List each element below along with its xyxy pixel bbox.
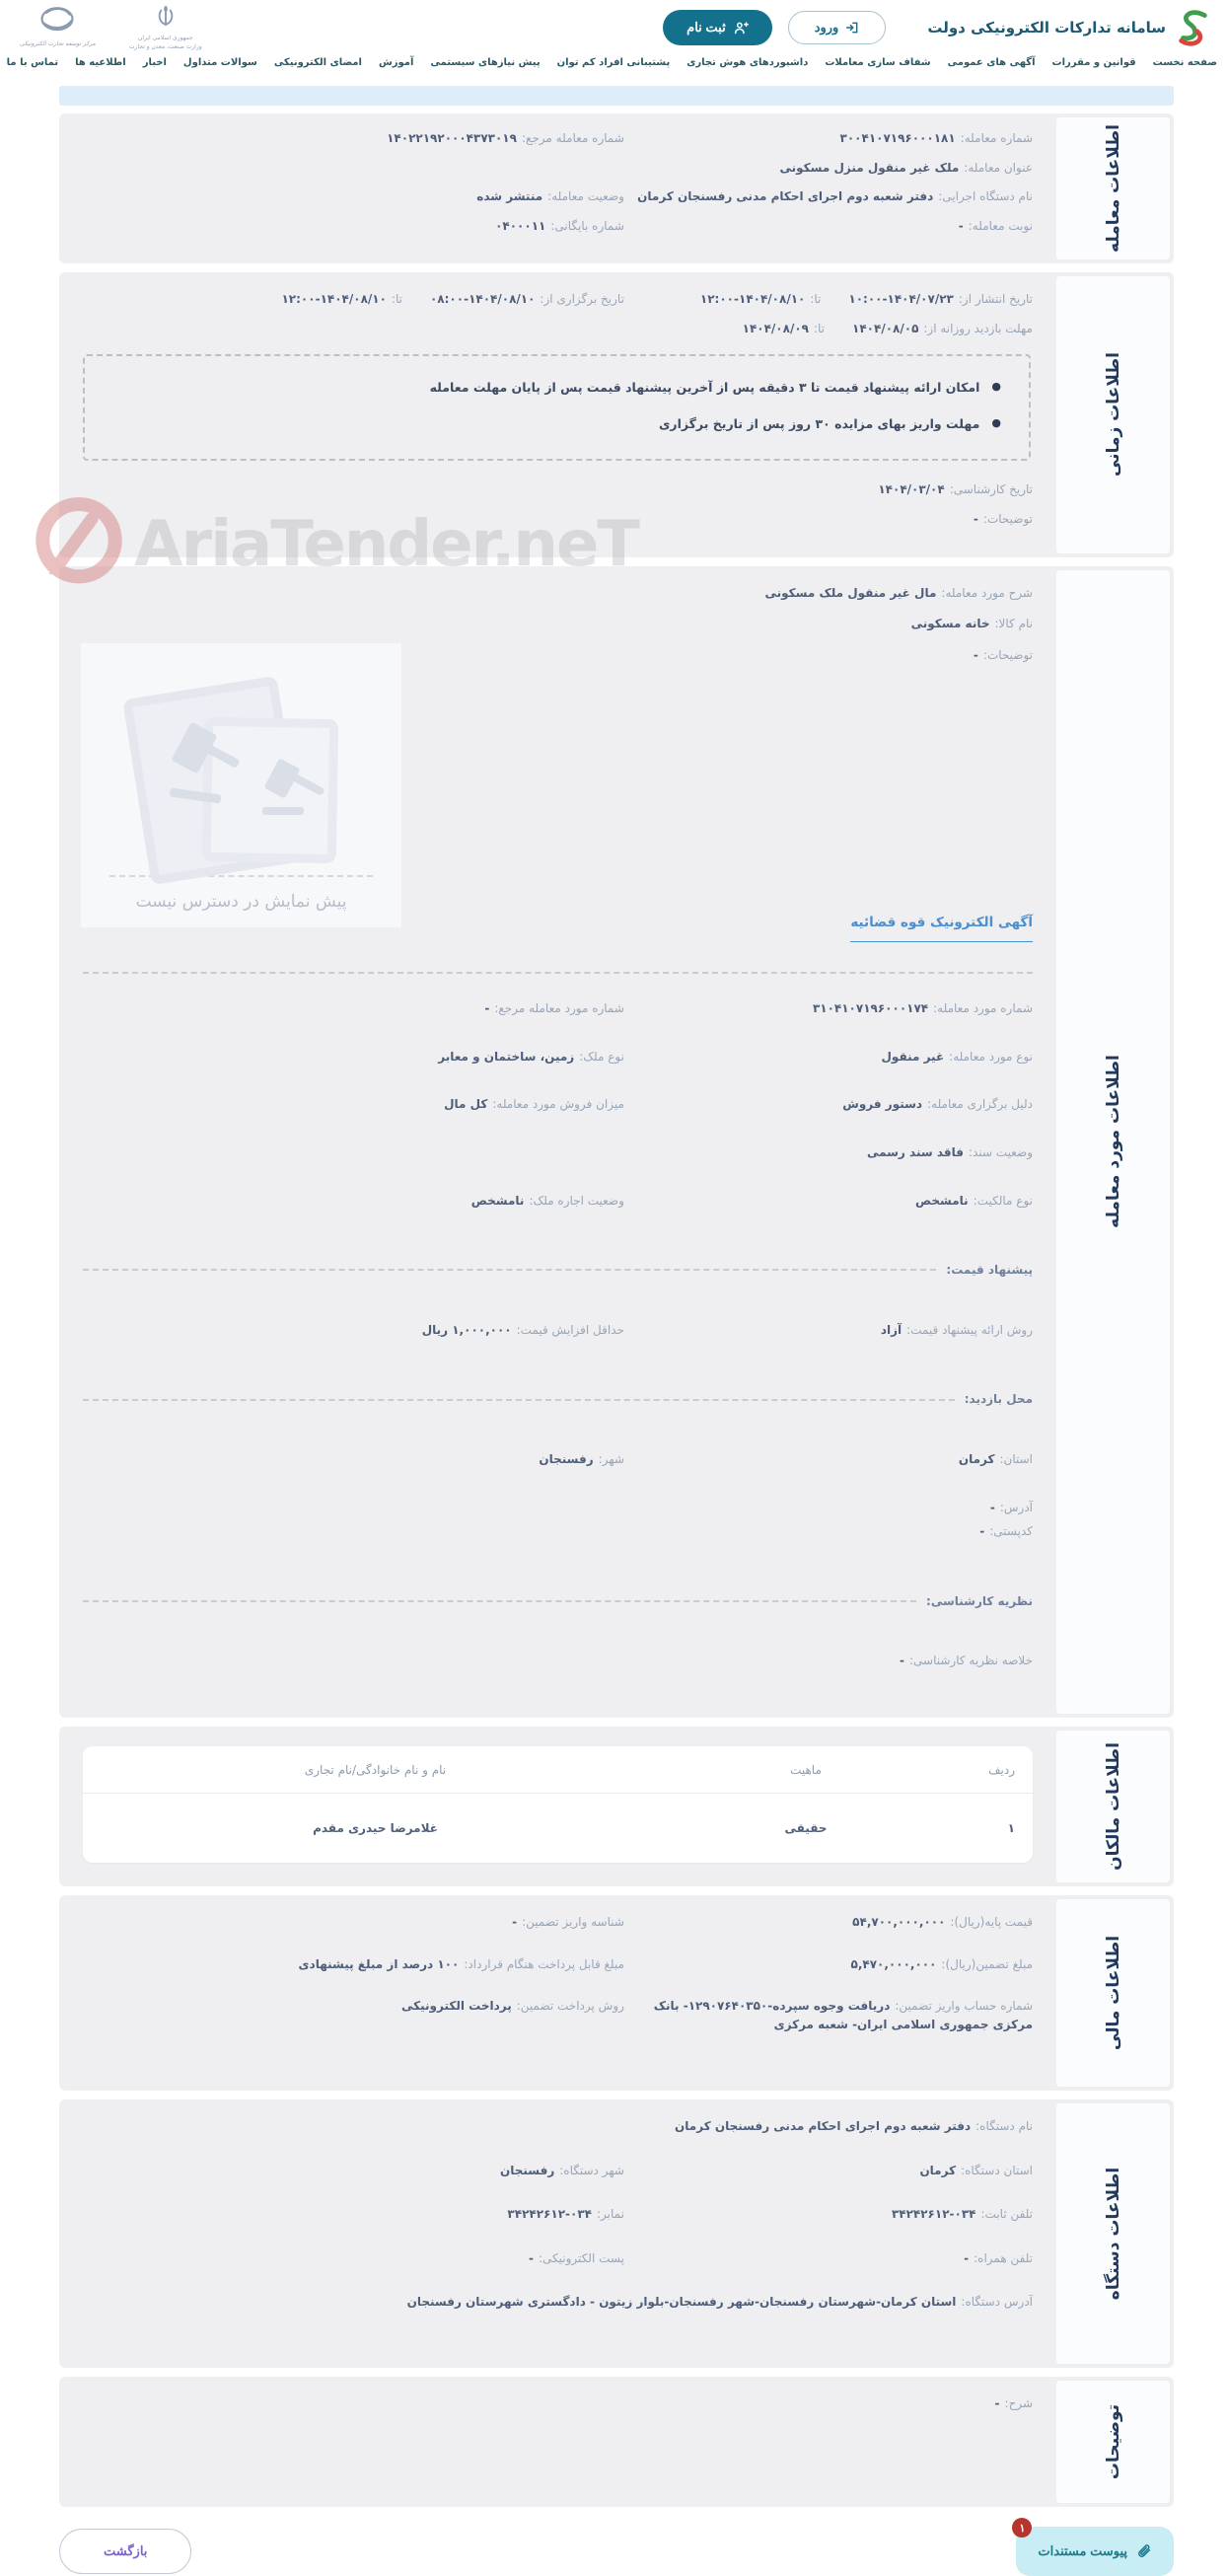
field-row	[83, 1048, 1033, 1067]
field-label: مبلغ قابل پرداخت هنگام قرارداد:	[464, 1956, 624, 1971]
sections-container	[59, 113, 1174, 2507]
field-value: دفتر شعبه دوم اجرای احکام مدنی رفسنجان کرمان	[637, 189, 934, 204]
field-label: نوع مالکیت:	[973, 1193, 1033, 1208]
field-label: استان دستگاه:	[961, 2163, 1033, 2177]
field-label: روش پرداخت تضمین:	[516, 1999, 624, 2014]
main-nav	[0, 55, 1227, 74]
field	[83, 1450, 624, 1469]
nav-items	[7, 57, 1217, 68]
field-row	[83, 1499, 1033, 1517]
dashed-divider	[83, 972, 1033, 974]
field	[83, 2162, 624, 2180]
field	[83, 1321, 624, 1340]
field-label: قیمت پایه(ریال):	[950, 1915, 1033, 1930]
section-label: اطلاعات زمانی	[1103, 352, 1123, 478]
field	[624, 999, 1033, 1018]
field-value: پرداخت الکترونیکی	[401, 1999, 512, 2014]
field-label: تلفن ثابت:	[980, 2207, 1033, 2222]
field-row	[83, 1321, 1033, 1340]
field-value: -	[994, 2396, 1000, 2411]
notice-text: مهلت واریز بهای مزایده ۳۰ روز پس از تاریخ برگزاری	[658, 415, 980, 431]
section-desc	[59, 2377, 1174, 2507]
field-row	[83, 2394, 1033, 2413]
register-label: ثبت نام	[686, 20, 726, 35]
field-value: -	[900, 1654, 904, 1668]
ministry-caption: جمهوری اسلامی ایران وزارت صنعت، معدن و تجارت	[128, 35, 202, 50]
field-value: ۱۴۰۲۲۱۹۲۰۰۰۴۳۷۳۰۱۹	[387, 131, 517, 145]
field-value: خانه مسکونی	[910, 617, 990, 631]
field-label: شناسه واریز تضمین:	[522, 1915, 624, 1930]
field-row	[83, 480, 1033, 499]
field-value: رفسنجان	[499, 2163, 555, 2177]
section-label: اطلاعات مالکان	[1103, 1742, 1123, 1871]
field-label: وضعیت معامله:	[547, 189, 624, 204]
field-value: ۳۰۰۴۱۰۷۱۹۶۰۰۰۱۸۱	[839, 131, 956, 145]
section-content	[59, 113, 1056, 263]
section-subject	[59, 566, 1174, 1718]
field	[83, 2117, 1033, 2136]
field-value: ۰۳۴-۳۴۲۴۲۶۱۲	[507, 2207, 592, 2222]
table-row	[83, 1794, 1033, 1864]
table-header-row	[83, 1746, 1033, 1794]
field-label: آدرس:	[999, 1500, 1033, 1514]
field-value: -	[979, 1524, 985, 1539]
section-content	[59, 566, 1056, 1718]
field-row	[83, 1955, 1033, 1974]
nav-link[interactable]: امضای الکترونیکی	[273, 57, 362, 68]
field	[83, 480, 1033, 499]
field	[624, 1095, 1033, 1114]
login-icon	[845, 21, 859, 35]
attachments-badge: ۱	[1012, 2518, 1032, 2538]
field-row	[83, 159, 1033, 178]
ministry-logo	[129, 4, 202, 51]
field-row	[83, 510, 1033, 529]
breadcrumb-bar	[59, 86, 1174, 106]
section-label: توضیحات	[1103, 2404, 1123, 2480]
nav-link[interactable]: پشتیبانی افراد کم توان	[556, 57, 671, 68]
field-value: آزاد	[880, 1322, 902, 1337]
field-label: تاریخ برگزاری از:	[540, 292, 624, 307]
notice-box	[83, 354, 1031, 462]
table-header-cell: ردیف	[944, 1746, 1033, 1794]
bullet-icon: ●	[991, 415, 1001, 429]
field-row	[83, 187, 1033, 206]
field-label: استان:	[999, 1451, 1033, 1466]
field-label: تاریخ انتشار از:	[958, 292, 1033, 307]
field-row	[83, 1143, 1033, 1162]
field-label: نام کالا:	[994, 617, 1033, 631]
field-value: ۰۳۴-۳۴۲۴۲۶۱۲	[891, 2207, 976, 2222]
image-placeholder	[81, 643, 401, 927]
section-label-strip	[1056, 117, 1170, 259]
field-value: ۵۴,۷۰۰,۰۰۰,۰۰۰	[852, 1915, 946, 1930]
field-value: -	[484, 1001, 490, 1016]
dashed-heading	[83, 1261, 1033, 1280]
field-label: پست الکترونیکی:	[538, 2250, 624, 2265]
attachments-button[interactable]	[1016, 2522, 1174, 2576]
field-value: زمین، ساختمان و معابر	[438, 1049, 575, 1064]
globe-icon	[37, 4, 77, 37]
field-value: -	[958, 218, 964, 233]
ecommerce-center-logo	[20, 4, 96, 48]
field	[83, 1652, 1033, 1670]
field	[83, 1499, 1033, 1517]
field-value: ۱۰۰ درصد از مبلغ پیشنهادی	[298, 1956, 460, 1971]
field-value: دفتر شعبه دوم اجرای احکام مدنی رفسنجان کرمان	[675, 2119, 972, 2134]
field	[624, 290, 1033, 309]
section-owners	[59, 1727, 1174, 1886]
field	[83, 129, 624, 148]
field-row	[83, 290, 1033, 309]
field-value: ملک غیر منقول منزل مسکونی	[779, 160, 960, 175]
field-row	[83, 1913, 1033, 1932]
app-title: سامانه تدارکات الکترونیکی دولت	[927, 19, 1166, 37]
field-label: میزان فروش مورد معامله:	[492, 1097, 624, 1112]
watermark-text: AriaTender.neT	[134, 508, 638, 581]
field-row	[83, 2249, 1033, 2268]
field	[83, 1997, 624, 2033]
dashed-heading-label: نظریه کارشناسی:	[926, 1593, 1033, 1608]
field-row	[83, 2293, 1033, 2312]
field-row	[83, 1192, 1033, 1211]
field-label: شماره مورد معامله:	[933, 1001, 1033, 1016]
section-label: اطلاعات مورد معامله	[1103, 1055, 1123, 1229]
field-value: -	[973, 647, 978, 662]
field-value: -	[529, 2250, 534, 2265]
field-row	[83, 2117, 1033, 2136]
field-value: استان کرمان-شهرستان رفسنجان-شهر رفسنجان-بلوار زیتون - دادگستری شهرستان رفسنجان	[406, 2295, 957, 2310]
field	[83, 2205, 624, 2224]
field-value: کرمان	[919, 2163, 957, 2177]
field-row	[83, 217, 1033, 236]
table-cell: غلامرضا حیدری مقدم	[313, 1820, 438, 1835]
field-label: شماره معامله:	[960, 131, 1033, 145]
field-label: تا:	[813, 321, 826, 335]
field-value: منتشر شده	[476, 189, 543, 204]
field-label: شماره بایگانی:	[550, 218, 624, 233]
footer	[59, 2522, 1174, 2576]
owners-table	[83, 1746, 1033, 1863]
field	[624, 129, 1033, 148]
judiciary-ad-link[interactable]: آگهی الکترونیک قوه قضائیه	[850, 913, 1033, 942]
field-row	[83, 2162, 1033, 2180]
nav-link[interactable]: پیش نیازهای سیستمی	[430, 57, 541, 68]
field-label: مهلت بازدید روزانه از:	[923, 321, 1033, 335]
field-label: شماره حساب واریز تضمین:	[895, 1999, 1033, 2014]
login-button[interactable]	[788, 11, 887, 44]
dashed-heading-label: محل بازدید:	[964, 1392, 1033, 1407]
field-label: تا:	[391, 292, 402, 307]
table-cell: حقیقی	[784, 1820, 828, 1835]
field-label: تلفن همراه:	[974, 2250, 1033, 2265]
dashed-heading	[83, 1592, 1033, 1611]
field-label: توضیحات:	[982, 647, 1033, 662]
brand	[927, 9, 1211, 46]
dashed-line	[83, 1269, 936, 1271]
field	[83, 2394, 1033, 2413]
field-value: ۱۴۰۴/۰۸/۱۰-۰۸:۰۰	[429, 292, 536, 307]
attachments-label: پیوست مستندات	[1038, 2543, 1127, 2559]
section-content	[59, 2377, 1056, 2507]
nav-link[interactable]: آموزش	[378, 57, 414, 68]
field	[83, 584, 1033, 603]
field-row	[83, 320, 1033, 338]
section-label: اطلاعات دستگاه	[1103, 2167, 1123, 2301]
back-button[interactable]: بازگشت	[59, 2529, 191, 2574]
placeholder-divider	[109, 875, 373, 877]
dashed-heading-label: پیشنهاد قیمت:	[946, 1263, 1033, 1278]
field	[624, 2205, 1033, 2224]
field-value: ۱۴۰۴/۰۸/۱۰-۱۲:۰۰	[281, 292, 387, 307]
auth-buttons	[663, 10, 886, 45]
section-content	[59, 2099, 1056, 2368]
field	[83, 290, 624, 309]
field	[624, 1048, 1033, 1067]
field	[83, 1192, 624, 1211]
section-label-strip	[1056, 276, 1170, 552]
section-label-strip	[1056, 2103, 1170, 2364]
field	[83, 2293, 1033, 2312]
field-label: شرح مورد معامله:	[941, 585, 1033, 600]
field-value: غیر منقول	[881, 1049, 945, 1064]
field	[83, 2249, 624, 2268]
field-label: نوع مورد معامله:	[949, 1049, 1033, 1064]
field-label: توضیحات:	[982, 511, 1033, 526]
field	[83, 217, 624, 236]
field	[624, 187, 1033, 206]
field-value: -	[512, 1915, 518, 1930]
field	[83, 320, 1033, 338]
table-header-cell: ماهیت	[668, 1746, 944, 1794]
section-content	[59, 1895, 1056, 2091]
nav-link[interactable]: صفحه نخست	[1152, 57, 1217, 68]
table-cell: ۱	[1007, 1820, 1015, 1835]
gavel-card-icon	[118, 685, 365, 867]
setad-logo-icon	[1174, 9, 1211, 46]
field-value: نامشخص	[470, 1193, 525, 1208]
section-timing	[59, 272, 1174, 556]
section-label-strip	[1056, 570, 1170, 1714]
field	[624, 1450, 1033, 1469]
field	[83, 187, 624, 206]
field-label: دلیل برگزاری معامله:	[927, 1097, 1033, 1112]
field-label: حداقل افزایش قیمت:	[516, 1322, 624, 1337]
nav-link[interactable]: اخبار	[142, 57, 167, 68]
field	[83, 1522, 1033, 1541]
dashed-heading	[83, 1390, 1033, 1409]
field	[624, 2162, 1033, 2180]
field-value: ۱۴۰۴/۰۸/۰۹	[742, 321, 809, 335]
field-row	[83, 999, 1033, 1018]
field-value: ۱۴۰۴/۰۸/۰۵	[852, 321, 919, 335]
field	[83, 1913, 624, 1932]
section-label: اطلاعات معامله	[1103, 124, 1123, 254]
field-label: آدرس دستگاه:	[961, 2295, 1033, 2310]
field-label: کدپستی:	[989, 1524, 1033, 1539]
field-value: دستور فروش	[842, 1097, 923, 1112]
dashed-line	[83, 1399, 955, 1401]
field-label: شماره مورد معامله مرجع:	[494, 1001, 624, 1016]
section-label-strip	[1056, 2381, 1170, 2503]
ecommerce-center-caption: مرکز توسعه تجارت الکترونیکی	[20, 40, 96, 47]
field	[624, 1192, 1033, 1211]
field-row	[83, 129, 1033, 148]
field-label: شهر:	[598, 1451, 624, 1466]
nav-link[interactable]: تماس با ما	[6, 57, 59, 68]
field-value: ۵,۴۷۰,۰۰۰,۰۰۰	[850, 1956, 937, 1971]
field-label: وضعیت سند:	[968, 1144, 1033, 1159]
field	[83, 1955, 624, 1974]
field-value: -	[973, 511, 978, 526]
field-label: عنوان معامله:	[964, 160, 1033, 175]
nav-link[interactable]: قوانین و مقررات	[1051, 57, 1136, 68]
field-row	[83, 1095, 1033, 1114]
field	[624, 1955, 1033, 1974]
field-label: شهر دستگاه:	[559, 2163, 624, 2177]
field-row	[83, 1997, 1033, 2033]
notice-item	[112, 378, 1001, 397]
field-value: کل مال	[444, 1097, 488, 1112]
section-financial	[59, 1895, 1174, 2091]
notice-item	[112, 414, 1001, 433]
field	[83, 1048, 624, 1067]
field	[83, 510, 1033, 529]
field-value: دریافت وجوه سپرده-۱۲۹۰۷۶۴۰۳۵۰- بانک مرکزی جمهوری اسلامی ایران- شعبه مرکزی	[653, 1999, 1033, 2031]
field-value: ۱۴۰۴/۰۷/۲۳-۱۰:۰۰	[848, 292, 954, 307]
government-logos	[14, 4, 202, 51]
table-header-cell: نام و نام خانوادگی/نام تجاری	[83, 1746, 668, 1794]
placeholder-caption: پیش نمایش در دسترس نیست	[135, 892, 347, 913]
field-value: ۳۱۰۴۱۰۷۱۹۶۰۰۰۱۷۴	[812, 1001, 929, 1016]
nav-link[interactable]: آگهی های عمومی	[947, 57, 1036, 68]
field-value: فاقد سند رسمی	[866, 1144, 964, 1159]
field-row	[83, 1522, 1033, 1541]
field-value: مال غیر منقول ملک مسکونی	[764, 585, 937, 600]
field-label: تاریخ کارشناسی:	[949, 482, 1033, 497]
field-row	[83, 584, 1033, 603]
register-icon	[734, 21, 749, 36]
dashed-line	[83, 1600, 916, 1602]
paperclip-icon	[1136, 2543, 1152, 2559]
section-deal	[59, 113, 1174, 263]
field-value: ۱۴۰۴/۰۸/۱۰-۱۲:۰۰	[699, 292, 806, 307]
notice-text: امکان ارائه پیشنهاد قیمت تا ۳ دقیقه پس از آخرین پیشنهاد قیمت پس از پایان مهلت معامله	[429, 379, 980, 395]
field-value: ۱,۰۰۰,۰۰۰ ریال	[421, 1322, 512, 1337]
field-label: نام دستگاه:	[975, 2119, 1033, 2134]
field-value: -	[989, 1500, 995, 1514]
nav-link[interactable]: اطلاعیه ها	[75, 57, 126, 68]
field-row	[83, 1450, 1033, 1469]
field-value: ۰۴۰۰۰۱۱	[495, 218, 546, 233]
iran-emblem-icon	[153, 4, 179, 32]
field-label: نوع ملک:	[579, 1049, 624, 1064]
field-label: نام دستگاه اجرایی:	[938, 189, 1033, 204]
field	[83, 615, 1033, 633]
login-label: ورود	[814, 20, 839, 35]
field	[624, 1321, 1033, 1340]
field	[83, 999, 624, 1018]
field-row	[83, 615, 1033, 633]
header	[0, 0, 1227, 55]
field-label: خلاصه نظریه کارشناسی:	[908, 1654, 1033, 1668]
nav-link[interactable]: شفاف سازی معاملات	[825, 57, 931, 68]
field	[83, 159, 1033, 178]
section-label-strip	[1056, 1730, 1170, 1882]
field-label: نوبت معامله:	[968, 218, 1033, 233]
field-value: کرمان	[958, 1451, 995, 1466]
nav-link[interactable]: داشبوردهای هوش تجاری	[686, 57, 809, 68]
field	[624, 1997, 1033, 2033]
field-label: روش ارائه پیشنهاد قیمت:	[906, 1322, 1033, 1337]
field-value: ۱۴۰۴/۰۳/۰۴	[878, 482, 945, 497]
field-label: شماره معامله مرجع:	[521, 131, 624, 145]
field	[83, 1095, 624, 1114]
field-row	[83, 2205, 1033, 2224]
field	[624, 1913, 1033, 1932]
field-label: تا:	[810, 292, 822, 307]
field-label: نمابر:	[596, 2207, 624, 2222]
field	[624, 217, 1033, 236]
bullet-icon: ●	[991, 379, 1001, 393]
section-label-strip	[1056, 1899, 1170, 2087]
register-button[interactable]	[663, 10, 772, 45]
field-value: نامشخص	[915, 1193, 969, 1208]
section-content	[59, 272, 1056, 556]
nav-link[interactable]: سوالات متداول	[182, 57, 257, 68]
field-value: رفسنجان	[539, 1451, 594, 1466]
field-label: وضعیت اجاره ملک:	[529, 1193, 624, 1208]
field	[624, 2249, 1033, 2268]
field-value: -	[964, 2250, 970, 2265]
field	[83, 1143, 1033, 1162]
field-row	[83, 1652, 1033, 1670]
section-content	[59, 1727, 1056, 1886]
field-label: مبلغ تضمین(ریال):	[941, 1956, 1033, 1971]
section-org	[59, 2099, 1174, 2368]
section-label: اطلاعات مالی	[1103, 1935, 1123, 2051]
field-label: شرح:	[1004, 2396, 1033, 2411]
